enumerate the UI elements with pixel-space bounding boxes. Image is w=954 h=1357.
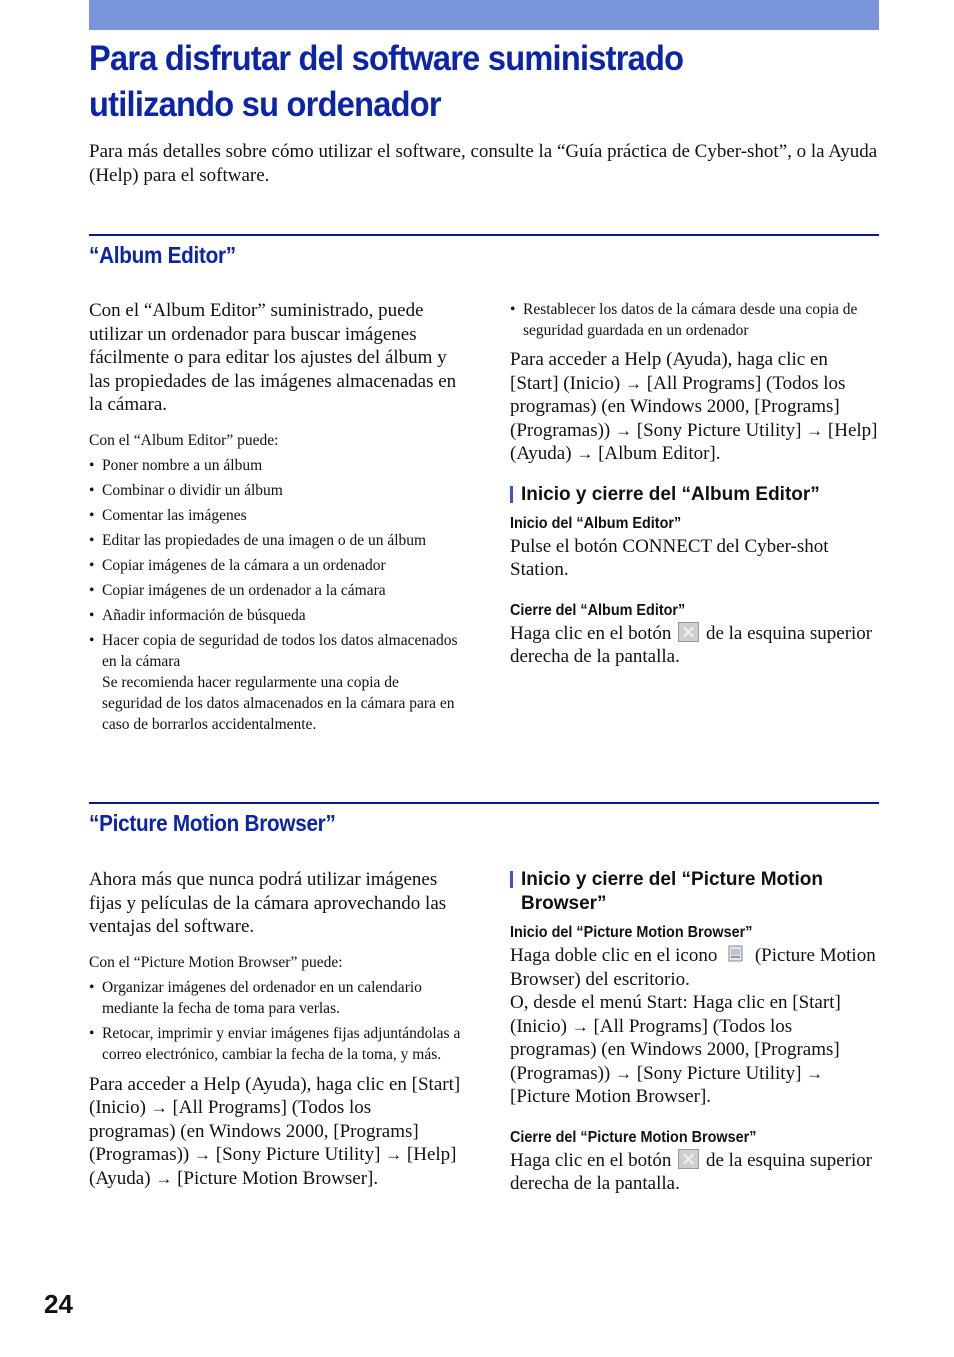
arrow-icon: → (615, 1063, 632, 1083)
album-editor-left-column (89, 299, 461, 739)
arrow-icon: → (385, 1145, 403, 1164)
pmb-heading: “Picture Motion Browser” (89, 810, 336, 836)
pmb-rule (89, 802, 879, 804)
pmb-start-heading: Inicio del “Picture Motion Browser” (510, 924, 753, 941)
album-editor-start-stop-heading: Inicio y cierre del “Album Editor” (510, 483, 880, 507)
heading-marker (510, 871, 513, 888)
pmb-help-text: Para acceder a Help (Ayuda), haga clic en [Start] (Inicio) → [All Programs] (Todos los programas) (en Windows 2000, [Programs] (Programas)) → [Sony Picture Utility] → [Help] (Ayuda) → [Picture Motion Browser]. (89, 1073, 461, 1189)
list-item: • Hacer copia de seguridad de todos los datos almacenados en la cámara Se recomienda hacer regularmente una copia de seguridad de los datos almacenados en la cámara para en caso de borrarlos accidentalmente. (89, 630, 461, 735)
arrow-icon: → (615, 420, 632, 440)
album-editor-intro: Con el “Album Editor” suministrado, puede utilizar un ordenador para buscar imágenes fácilmente o para editar los ajustes del álbum y las propiedades de las imágenes almacenadas en la cámara. (89, 300, 457, 415)
header-color-bar (89, 0, 879, 30)
backup-note: Se recomienda hacer regularmente una copia de seguridad de los datos almacenados en la cámara para en caso de borrarlos accidentalmente. (102, 673, 455, 733)
list-item: • Combinar o dividir un álbum (89, 480, 461, 501)
album-editor-close-text: Haga clic en el botón de la esquina superior derecha de la pantalla. (510, 622, 873, 667)
arrow-icon: → (571, 1016, 589, 1036)
album-editor-can-label: Con el “Album Editor” puede: (89, 431, 279, 449)
picture-motion-browser-icon (726, 944, 746, 964)
album-editor-close-heading: Cierre del “Album Editor” (510, 601, 686, 619)
page-intro: Para más detalles sobre cómo utilizar el software, consulte la “Guía práctica de Cyber-shot”, o la Ayuda (Help) para el software. (89, 141, 878, 186)
album-editor-rule (89, 234, 879, 236)
list-item: • Organizar imágenes del ordenador en un calendario mediante la fecha de toma para verlas. (89, 977, 461, 1019)
page-title: Para disfrutar del software suministrado utilizando su ordenador (89, 39, 684, 124)
close-icon (678, 1149, 699, 1169)
pmb-close-text: Haga clic en el botón de la esquina superior derecha de la pantalla. (510, 1149, 873, 1194)
list-item: • Copiar imágenes de un ordenador a la cámara (89, 580, 461, 601)
list-item: • Retocar, imprimir y enviar imágenes fijas adjuntándolas a correo electrónico, cambiar la fecha de la toma, y más. (89, 1023, 461, 1065)
album-editor-heading: “Album Editor” (89, 242, 236, 268)
album-editor-start-heading: Inicio del “Album Editor” (510, 514, 682, 532)
album-editor-feature-list (89, 455, 461, 735)
list-item: • Añadir información de búsqueda (89, 605, 461, 626)
album-editor-right-column (510, 299, 880, 669)
list-item: • Comentar las imágenes (89, 505, 461, 526)
list-item: • Copiar imágenes de la cámara a un ordenador (89, 555, 461, 576)
arrow-icon: → (576, 444, 594, 463)
album-editor-restore-list (510, 299, 880, 341)
arrow-icon: → (155, 1168, 173, 1188)
list-item: • Editar las propiedades de una imagen o de un álbum (89, 530, 461, 551)
pmb-feature-list (89, 977, 461, 1065)
arrow-icon: → (194, 1145, 211, 1164)
album-editor-start-text: Pulse el botón CONNECT del Cyber-shot Station. (510, 535, 829, 580)
pmb-close-heading: Cierre del “Picture Motion Browser” (510, 1128, 757, 1146)
page-number: 24 (44, 1289, 73, 1319)
close-icon (678, 622, 699, 642)
list-item: • Poner nombre a un álbum (89, 455, 461, 476)
pmb-left-column (89, 868, 461, 1190)
pmb-can-label: Con el “Picture Motion Browser” puede: (89, 953, 343, 971)
arrow-icon: → (806, 1063, 824, 1083)
pmb-right-column (510, 868, 882, 1196)
arrow-icon: → (625, 373, 643, 393)
album-editor-help-text: Para acceder a Help (Ayuda), haga clic en [Start] (Inicio) → [All Programs] (Todos los programas) (en Windows 2000, [Programs] (Programas)) → [Sony Picture Utility] → [Help] (Ayuda) → [Album Editor]. (510, 349, 878, 464)
arrow-icon: → (806, 420, 824, 440)
pmb-start-text: Haga doble clic en el icono (Picture Motion Browser) del escritorio. O, desde el menú Start: Haga clic en [Start] (Inicio) → [All Programs] (Todos los programas) (en Windows 2000, [Programs] (Programas)) → [Sony Picture Utility] → [Picture Motion Browser]. (510, 945, 876, 1107)
arrow-icon: → (150, 1098, 168, 1117)
pmb-intro: Ahora más que nunca podrá utilizar imágenes fijas y películas de la cámara aprovechando las ventajas del software. (89, 869, 447, 937)
pmb-start-stop-heading: Inicio y cierre del “Picture Motion Browser” (510, 868, 882, 916)
heading-marker (510, 486, 513, 503)
list-item: • Restablecer los datos de la cámara desde una copia de seguridad guardada en un ordenador (510, 299, 880, 341)
